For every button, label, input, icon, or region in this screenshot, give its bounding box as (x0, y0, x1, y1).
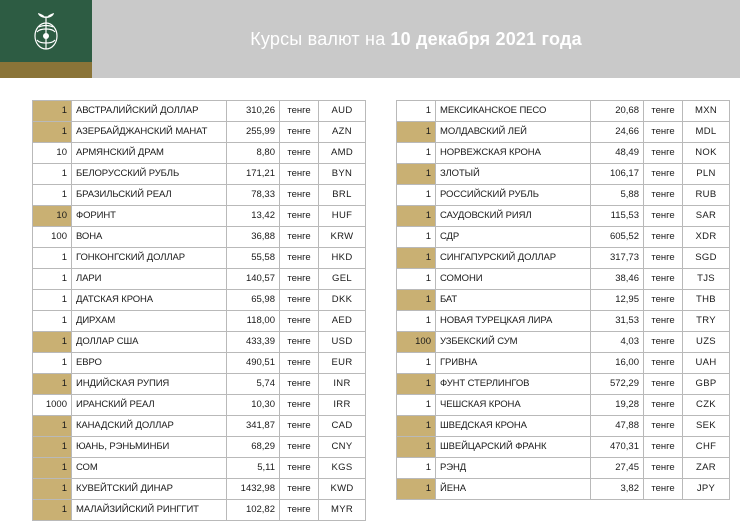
currency-unit: тенге (280, 290, 319, 311)
currency-name: РЭНД (436, 458, 591, 479)
currency-unit: тенге (644, 374, 683, 395)
logo-block (0, 0, 92, 78)
table-row (33, 311, 366, 332)
table-row (33, 101, 366, 122)
table-row (33, 143, 366, 164)
currency-unit: тенге (644, 437, 683, 458)
currency-unit: тенге (644, 416, 683, 437)
currency-rate-value: 68,29 (227, 437, 280, 458)
table-row (397, 416, 730, 437)
currency-rate-value: 19,28 (591, 395, 644, 416)
currency-quantity: 1 (397, 437, 436, 458)
currency-unit: тенге (644, 479, 683, 500)
currency-unit: тенге (280, 185, 319, 206)
currency-unit: тенге (644, 332, 683, 353)
currency-code: UZS (683, 332, 730, 353)
currency-code: KRW (319, 227, 366, 248)
currency-quantity: 1 (33, 437, 72, 458)
currency-unit: тенге (644, 122, 683, 143)
table-row (397, 185, 730, 206)
currency-quantity: 1 (397, 416, 436, 437)
currency-code: IRR (319, 395, 366, 416)
currency-code: UAH (683, 353, 730, 374)
currency-rate-value: 433,39 (227, 332, 280, 353)
currency-rate-value: 24,66 (591, 122, 644, 143)
currency-quantity: 1 (397, 290, 436, 311)
currency-rate-value: 317,73 (591, 248, 644, 269)
currency-quantity: 1 (397, 101, 436, 122)
currency-name: ФУНТ СТЕРЛИНГОВ (436, 374, 591, 395)
currency-rate-value: 310,26 (227, 101, 280, 122)
currency-name: МЕКСИКАНСКОЕ ПЕСО (436, 101, 591, 122)
currency-name: СДР (436, 227, 591, 248)
currency-name: КАНАДСКИЙ ДОЛЛАР (72, 416, 227, 437)
currency-name: БЕЛОРУССКИЙ РУБЛЬ (72, 164, 227, 185)
currency-code: TRY (683, 311, 730, 332)
table-row (33, 353, 366, 374)
currency-name: ЛАРИ (72, 269, 227, 290)
currency-unit: тенге (280, 227, 319, 248)
currency-quantity: 1 (33, 269, 72, 290)
currency-quantity: 1 (397, 227, 436, 248)
currency-quantity: 1 (33, 416, 72, 437)
currency-code: AZN (319, 122, 366, 143)
currency-rate-value: 4,03 (591, 332, 644, 353)
rates-table-right-column (396, 100, 717, 500)
currency-rate-value: 341,87 (227, 416, 280, 437)
table-row (33, 269, 366, 290)
currency-name: ШВЕЙЦАРСКИЙ ФРАНК (436, 437, 591, 458)
currency-name: ФОРИНТ (72, 206, 227, 227)
currency-unit: тенге (280, 416, 319, 437)
currency-name: УЗБЕКСКИЙ СУМ (436, 332, 591, 353)
currency-rate-value: 55,58 (227, 248, 280, 269)
currency-unit: тенге (280, 248, 319, 269)
table-row (33, 416, 366, 437)
currency-quantity: 1 (397, 479, 436, 500)
table-row (33, 290, 366, 311)
currency-code: SGD (683, 248, 730, 269)
currency-unit: тенге (280, 122, 319, 143)
currency-code: KWD (319, 479, 366, 500)
currency-code: MXN (683, 101, 730, 122)
currency-code: EUR (319, 353, 366, 374)
currency-name: БРАЗИЛЬСКИЙ РЕАЛ (72, 185, 227, 206)
currency-name: ЕВРО (72, 353, 227, 374)
currency-unit: тенге (280, 395, 319, 416)
table-row (397, 290, 730, 311)
currency-rate-value: 16,00 (591, 353, 644, 374)
table-row (397, 206, 730, 227)
currency-rate-value: 115,53 (591, 206, 644, 227)
currency-quantity: 1 (33, 164, 72, 185)
currency-rate-value: 470,31 (591, 437, 644, 458)
currency-unit: тенге (644, 227, 683, 248)
table-row (33, 437, 366, 458)
currency-rate-value: 48,49 (591, 143, 644, 164)
national-bank-emblem-icon (26, 12, 66, 54)
currency-rate-value: 5,88 (591, 185, 644, 206)
currency-name: ДАТСКАЯ КРОНА (72, 290, 227, 311)
currency-rate-value: 255,99 (227, 122, 280, 143)
table-row (33, 122, 366, 143)
currency-unit: тенге (280, 206, 319, 227)
table-row (397, 143, 730, 164)
currency-rate-value: 8,80 (227, 143, 280, 164)
currency-rate-value: 47,88 (591, 416, 644, 437)
table-row (33, 164, 366, 185)
currency-unit: тенге (280, 437, 319, 458)
currency-code: JPY (683, 479, 730, 500)
currency-unit: тенге (280, 374, 319, 395)
currency-quantity: 1 (397, 248, 436, 269)
currency-unit: тенге (280, 269, 319, 290)
currency-quantity: 1 (33, 458, 72, 479)
currency-quantity: 1 (397, 185, 436, 206)
currency-code: XDR (683, 227, 730, 248)
currency-unit: тенге (644, 290, 683, 311)
table-row (397, 437, 730, 458)
currency-rate-value: 3,82 (591, 479, 644, 500)
currency-quantity: 1 (397, 269, 436, 290)
page-header (0, 0, 740, 78)
currency-code: HKD (319, 248, 366, 269)
currency-unit: тенге (644, 164, 683, 185)
table-row (397, 458, 730, 479)
currency-quantity: 1 (397, 311, 436, 332)
logo-gold-strip (0, 62, 92, 78)
table-row (33, 185, 366, 206)
currency-unit: тенге (280, 164, 319, 185)
table-row (397, 122, 730, 143)
currency-quantity: 100 (33, 227, 72, 248)
currency-name: САУДОВСКИЙ РИЯЛ (436, 206, 591, 227)
table-row (397, 248, 730, 269)
currency-quantity: 1 (33, 353, 72, 374)
currency-quantity: 10 (33, 143, 72, 164)
currency-quantity: 1 (397, 353, 436, 374)
table-row (397, 101, 730, 122)
currency-quantity: 1 (33, 290, 72, 311)
currency-quantity: 1 (33, 332, 72, 353)
currency-rate-value: 20,68 (591, 101, 644, 122)
currency-rate-value: 102,82 (227, 500, 280, 521)
currency-name: ДОЛЛАР США (72, 332, 227, 353)
currency-quantity: 1 (397, 164, 436, 185)
page-title-date: 10 декабря 2021 года (390, 28, 582, 49)
table-row (33, 206, 366, 227)
rates-table-right (396, 100, 730, 500)
currency-unit: тенге (644, 101, 683, 122)
currency-unit: тенге (280, 479, 319, 500)
currency-code: TJS (683, 269, 730, 290)
currency-name: МОЛДАВСКИЙ ЛЕЙ (436, 122, 591, 143)
currency-name: ГРИВНА (436, 353, 591, 374)
currency-rate-value: 31,53 (591, 311, 644, 332)
table-row (33, 458, 366, 479)
currency-quantity: 1 (33, 122, 72, 143)
currency-name: НОРВЕЖСКАЯ КРОНА (436, 143, 591, 164)
currency-code: GEL (319, 269, 366, 290)
currency-code: CNY (319, 437, 366, 458)
currency-quantity: 1 (33, 248, 72, 269)
currency-name: ВОНА (72, 227, 227, 248)
currency-name: ЧЕШСКАЯ КРОНА (436, 395, 591, 416)
currency-rate-value: 10,30 (227, 395, 280, 416)
currency-code: AED (319, 311, 366, 332)
currency-rate-value: 171,21 (227, 164, 280, 185)
currency-code: USD (319, 332, 366, 353)
currency-code: BRL (319, 185, 366, 206)
currency-rate-value: 605,52 (591, 227, 644, 248)
currency-quantity: 10 (33, 206, 72, 227)
currency-rate-value: 13,42 (227, 206, 280, 227)
currency-quantity: 1 (397, 122, 436, 143)
currency-unit: тенге (644, 248, 683, 269)
currency-rate-value: 5,11 (227, 458, 280, 479)
currency-code: CAD (319, 416, 366, 437)
currency-name: ИНДИЙСКАЯ РУПИЯ (72, 374, 227, 395)
currency-code: KGS (319, 458, 366, 479)
currency-rate-value: 1432,98 (227, 479, 280, 500)
currency-code: DKK (319, 290, 366, 311)
table-row (397, 332, 730, 353)
table-row (33, 227, 366, 248)
currency-code: CZK (683, 395, 730, 416)
currency-quantity: 1 (397, 395, 436, 416)
table-row (33, 395, 366, 416)
table-row (33, 374, 366, 395)
currency-quantity: 1 (33, 500, 72, 521)
currency-unit: тенге (644, 185, 683, 206)
currency-name: БАТ (436, 290, 591, 311)
currency-name: СОМОНИ (436, 269, 591, 290)
currency-unit: тенге (280, 101, 319, 122)
currency-name: МАЛАЙЗИЙСКИЙ РИНГГИТ (72, 500, 227, 521)
currency-unit: тенге (280, 332, 319, 353)
currency-rate-value: 65,98 (227, 290, 280, 311)
currency-quantity: 1 (33, 311, 72, 332)
currency-name: КУВЕЙТСКИЙ ДИНАР (72, 479, 227, 500)
currency-rate-value: 78,33 (227, 185, 280, 206)
currency-quantity: 1 (33, 479, 72, 500)
table-row (397, 353, 730, 374)
currency-code: BYN (319, 164, 366, 185)
currency-quantity: 1 (33, 101, 72, 122)
currency-code: AUD (319, 101, 366, 122)
currency-name: АЗЕРБАЙДЖАНСКИЙ МАНАТ (72, 122, 227, 143)
currency-unit: тенге (644, 311, 683, 332)
currency-unit: тенге (644, 269, 683, 290)
currency-code: SEK (683, 416, 730, 437)
currency-name: ДИРХАМ (72, 311, 227, 332)
currency-quantity: 100 (397, 332, 436, 353)
currency-rate-value: 118,00 (227, 311, 280, 332)
currency-unit: тенге (280, 500, 319, 521)
table-row (397, 311, 730, 332)
currency-unit: тенге (644, 353, 683, 374)
currency-name: АРМЯНСКИЙ ДРАМ (72, 143, 227, 164)
currency-name: РОССИЙСКИЙ РУБЛЬ (436, 185, 591, 206)
currency-code: ZAR (683, 458, 730, 479)
currency-rate-value: 38,46 (591, 269, 644, 290)
currency-code: MDL (683, 122, 730, 143)
currency-quantity: 1 (397, 206, 436, 227)
currency-code: THB (683, 290, 730, 311)
currency-quantity: 1000 (33, 395, 72, 416)
currency-unit: тенге (280, 458, 319, 479)
currency-quantity: 1 (33, 374, 72, 395)
currency-code: SAR (683, 206, 730, 227)
currency-code: MYR (319, 500, 366, 521)
currency-name: ГОНКОНГСКИЙ ДОЛЛАР (72, 248, 227, 269)
currency-code: INR (319, 374, 366, 395)
currency-code: RUB (683, 185, 730, 206)
table-row (397, 227, 730, 248)
currency-unit: тенге (280, 311, 319, 332)
currency-quantity: 1 (397, 458, 436, 479)
table-row (33, 248, 366, 269)
currency-rate-value: 12,95 (591, 290, 644, 311)
currency-unit: тенге (280, 353, 319, 374)
currency-code: NOK (683, 143, 730, 164)
currency-unit: тенге (644, 395, 683, 416)
currency-unit: тенге (644, 143, 683, 164)
table-row (397, 374, 730, 395)
page-title-plain: Курсы валют на (250, 28, 386, 49)
currency-rate-value: 27,45 (591, 458, 644, 479)
currency-rate-value: 572,29 (591, 374, 644, 395)
currency-name: ЮАНЬ, РЭНЬМИНБИ (72, 437, 227, 458)
currency-rate-value: 490,51 (227, 353, 280, 374)
currency-code: CHF (683, 437, 730, 458)
currency-code: PLN (683, 164, 730, 185)
currency-rate-value: 140,57 (227, 269, 280, 290)
currency-name: ЙЕНА (436, 479, 591, 500)
currency-code: HUF (319, 206, 366, 227)
currency-code: AMD (319, 143, 366, 164)
rates-table-left (32, 100, 366, 521)
currency-name: СИНГАПУРСКИЙ ДОЛЛАР (436, 248, 591, 269)
currency-unit: тенге (644, 458, 683, 479)
currency-name: СОМ (72, 458, 227, 479)
currency-name: АВСТРАЛИЙСКИЙ ДОЛЛАР (72, 101, 227, 122)
currency-rate-value: 36,88 (227, 227, 280, 248)
table-row (397, 164, 730, 185)
page-title (92, 0, 740, 78)
currency-name: ШВЕДСКАЯ КРОНА (436, 416, 591, 437)
currency-rate-value: 5,74 (227, 374, 280, 395)
currency-name: ЗЛОТЫЙ (436, 164, 591, 185)
table-row (397, 479, 730, 500)
rates-table-left-column (32, 100, 354, 521)
currency-rate-value: 106,17 (591, 164, 644, 185)
currency-unit: тенге (644, 206, 683, 227)
table-row (33, 479, 366, 500)
table-row (33, 500, 366, 521)
currency-quantity: 1 (397, 143, 436, 164)
currency-name: НОВАЯ ТУРЕЦКАЯ ЛИРА (436, 311, 591, 332)
table-row (397, 395, 730, 416)
table-row (397, 269, 730, 290)
currency-quantity: 1 (397, 374, 436, 395)
currency-unit: тенге (280, 143, 319, 164)
table-row (33, 332, 366, 353)
currency-code: GBP (683, 374, 730, 395)
currency-name: ИРАНСКИЙ РЕАЛ (72, 395, 227, 416)
currency-quantity: 1 (33, 185, 72, 206)
